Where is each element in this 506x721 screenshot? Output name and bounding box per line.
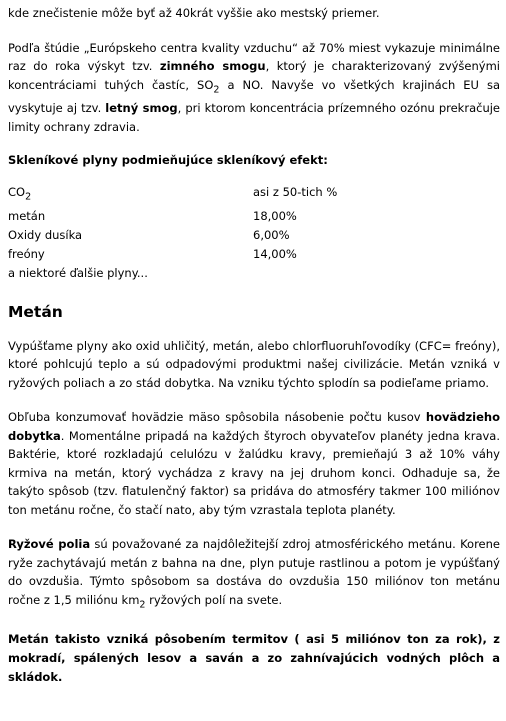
gas-row-freons: freóny 14,00% (8, 245, 500, 264)
methane-paragraph-2: Obľuba konzumovať hovädzie mäso spôsobila násobenie počtu kusov hovädzieho dobytka. Momentálne pripadá na každých štyroch obyvateľov planéty jedna krava. Baktérie, ktoré rozkladajú celulózu v žalúdku kravy, premieňajú 3 až 10% váhy krmiva na metán, ktorý vychádza z kravy na jej druhom konci. Odhaduje sa, že takýto spôsob (tzv. flatulenčný faktor) sa pridáva do atmosféry takmer 100 miliónov ton metánu ročne, čo stačí nato, aby tým vzrastala teplota planéty. (8, 410, 500, 517)
cattle-term: hovädzieho dobytka (8, 410, 500, 443)
gas-value: asi z 50-tich % (253, 185, 338, 200)
gas-row-more: a niektoré ďalšie plyny... (8, 265, 148, 280)
section-title-methane: Metán (8, 302, 63, 321)
greenhouse-gas-list (8, 183, 500, 282)
greenhouse-heading: Skleníkové plyny podmieňujúce skleníkový efekt: (8, 153, 328, 168)
gas-value: 18,00% (253, 208, 297, 223)
intro-text: kde znečistenie môže byť až 40krát vyššie ako mestský priemer. (8, 6, 380, 20)
gas-value: 6,00% (253, 227, 290, 242)
methane-paragraph-1: Vypúšťame plyny ako oxid uhličitý, metán, alebo chlorfluoruhľovodíky (CFC= freóny), ktoré pohlcujú teplo a sú odpadovými produktmi našej civilizácie. Metán vzniká v ryžových poliach a zo stád dobytka. Na vzniku týchto splodín sa podieľame priamo. (8, 338, 500, 390)
methane-paragraph-4: Metán takisto vzniká pôsobením termitov ( asi 5 miliónov ton za rok), z mokradí, spálených lesov a saván a zo zahnívajúcich vodných plôch a skládok. (8, 632, 500, 685)
gas-row-methane: metán 18,00% (8, 207, 500, 226)
summer-smog-term: letný smog (105, 101, 178, 116)
gas-row-nitrogen-oxides: Oxidy dusíka 6,00% (8, 226, 500, 245)
gas-row-co2: $CO_2$ asi z 50-tich % (8, 183, 500, 206)
gas-value: 14,00% (253, 246, 297, 261)
rice-fields-term: Ryžové polia (8, 537, 91, 552)
methane-paragraph-3: Ryžové polia sú považované za najdôležitejší zdroj atmosférického metánu. Korene ryže zachytávajú metán z bahna na dne, plyn putuje rastlinou a potom je vypúšťaný do ovzdušia. Týmto spôsobom sa dostáva do ovzdušia 150 miliónov ton metánu ročne z 1,5 miliónu $km_2$ ryžových polí na svete. (8, 537, 500, 610)
smog-paragraph: Podľa štúdie „Európskeho centra kvality vzduchu“ až 70% miest vykazuje minimálne raz do roka výskyt tzv. zimného smogu, ktorý je charakterizovaný zvýšenými koncentráciami tuhých častíc, $SO_2$ a NO. Navyše vo všetkých krajinách EU sa vyskytuje aj tzv. letný smog, pri ktorom koncentrácia prízemného ozónu prekračuje limity ochrany zdravia. (8, 40, 501, 134)
winter-smog-term: zimného smogu (159, 59, 266, 73)
